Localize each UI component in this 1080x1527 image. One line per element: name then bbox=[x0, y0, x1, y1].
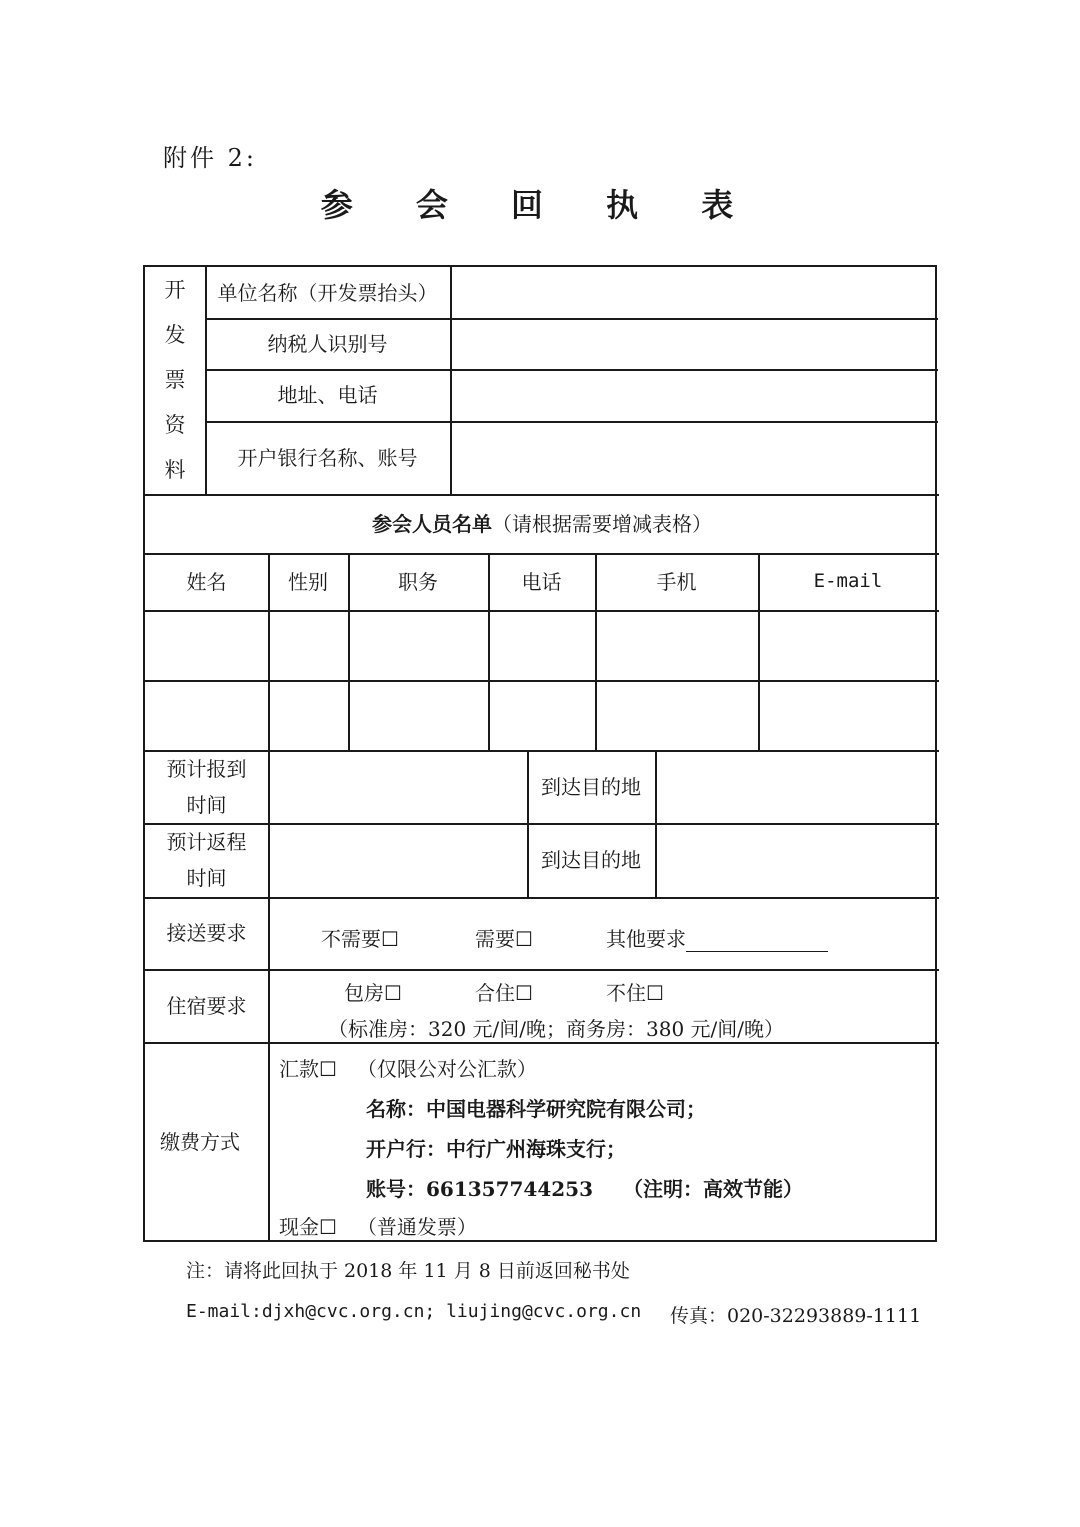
bank-name: 开户行：中行广州海珠支行； bbox=[366, 1137, 626, 1161]
arrival-label-line: 时间 bbox=[186, 792, 227, 817]
payment-transfer-row bbox=[279, 1053, 537, 1082]
col-header-position: 职务 bbox=[398, 569, 438, 594]
arrival-label-line: 预计报到 bbox=[166, 756, 247, 781]
footer-note: 注：请将此回执于 2018 年 11 月 8 日前返回秘书处 bbox=[186, 1260, 630, 1282]
footer-emails: E-mail:djxh@cvc.org.cn; liujing@cvc.org.cn bbox=[186, 1301, 642, 1322]
payment-cash-note: （普通发票） bbox=[356, 1215, 477, 1239]
address-phone-label: 地址、电话 bbox=[277, 383, 378, 407]
arrival-destination-label: 到达目的地 bbox=[541, 774, 641, 799]
return-time-field[interactable] bbox=[268, 823, 527, 897]
pickup-other-label: 其他要求 bbox=[606, 927, 686, 951]
bank-account-label: 开户银行名称、账号 bbox=[237, 445, 418, 470]
return-destination-label: 到达目的地 bbox=[541, 848, 641, 872]
col-header-phone: 电话 bbox=[521, 569, 562, 594]
address-phone-field[interactable] bbox=[450, 369, 938, 421]
col-header-mobile: 手机 bbox=[656, 569, 697, 594]
return-time-label bbox=[145, 823, 268, 897]
return-destination-field[interactable] bbox=[655, 823, 938, 897]
payment-transfer-checkbox[interactable]: 汇款☐ bbox=[279, 1057, 337, 1081]
account-remark: （注明：高效节能） bbox=[623, 1177, 803, 1201]
payment-transfer-note: （仅限公对公汇款） bbox=[356, 1057, 537, 1081]
pickup-other-field[interactable] bbox=[606, 923, 828, 952]
attendee-heading-text: 参会人员名单 bbox=[372, 511, 492, 536]
taxpayer-id-label: 纳税人识别号 bbox=[267, 331, 388, 356]
bank-account-field[interactable] bbox=[450, 421, 938, 494]
arrival-destination-field[interactable] bbox=[655, 750, 938, 823]
attendee-row[interactable] bbox=[145, 680, 938, 750]
lodging-single-checkbox[interactable]: 包房☐ bbox=[344, 981, 402, 1005]
col-header-name: 姓名 bbox=[186, 569, 227, 594]
return-label-line: 预计返程 bbox=[166, 830, 247, 854]
invoice-label-char: 开 bbox=[164, 278, 186, 302]
pickup-label: 接送要求 bbox=[166, 921, 247, 945]
taxpayer-id-field[interactable] bbox=[450, 318, 938, 369]
invoice-label-char: 料 bbox=[164, 458, 186, 482]
receipt-form-table bbox=[143, 265, 937, 1242]
account-number-row bbox=[366, 1173, 803, 1202]
attachment-label: 附件 2: bbox=[163, 144, 257, 172]
payment-cash-row bbox=[279, 1211, 477, 1240]
invoice-section-label bbox=[145, 267, 205, 494]
footer-fax: 传真：020-32293889-1111 bbox=[670, 1305, 922, 1327]
company-name-label: 单位名称（开发票抬头） bbox=[217, 280, 438, 305]
attendee-list-heading bbox=[145, 494, 939, 553]
payment-cash-checkbox[interactable]: 现金☐ bbox=[279, 1215, 337, 1239]
lodging-none-checkbox[interactable]: 不住☐ bbox=[606, 981, 664, 1005]
col-header-gender: 性别 bbox=[288, 569, 328, 594]
company-name-field[interactable] bbox=[450, 267, 938, 318]
invoice-label-char: 发 bbox=[164, 323, 186, 347]
pickup-need-checkbox[interactable]: 需要☐ bbox=[475, 927, 533, 951]
attendee-heading-note: （请根据需要增减表格） bbox=[492, 511, 712, 536]
return-label-line: 时间 bbox=[186, 866, 227, 890]
col-header-email: E-mail bbox=[813, 570, 883, 593]
rule bbox=[145, 1042, 939, 1044]
account-name: 名称：中国电器科学研究院有限公司； bbox=[366, 1097, 706, 1121]
pickup-other-blank[interactable] bbox=[686, 929, 828, 952]
invoice-label-char: 票 bbox=[164, 368, 186, 392]
lodging-shared-checkbox[interactable]: 合住☐ bbox=[475, 981, 533, 1005]
invoice-label-char: 资 bbox=[164, 413, 186, 437]
payment-method-label: 缴费方式 bbox=[160, 1130, 240, 1154]
lodging-label: 住宿要求 bbox=[166, 993, 247, 1018]
account-number: 账号：661357744253 bbox=[366, 1177, 593, 1201]
attendee-row[interactable] bbox=[145, 610, 938, 680]
lodging-prices: （标准房：320 元/间/晚；商务房：380 元/间/晚） bbox=[328, 1017, 785, 1041]
page-title: 参 会 回 执 表 bbox=[320, 186, 760, 224]
arrival-time-field[interactable] bbox=[268, 750, 527, 823]
pickup-no-need-checkbox[interactable]: 不需要☐ bbox=[321, 927, 399, 951]
arrival-time-label bbox=[145, 750, 268, 823]
